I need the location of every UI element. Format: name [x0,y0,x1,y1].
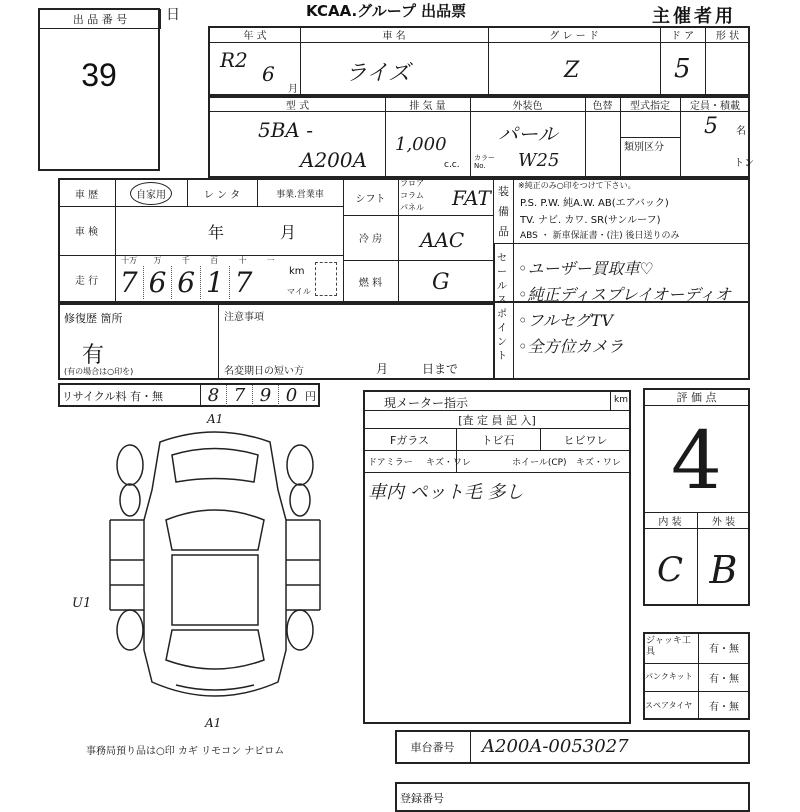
lot-number-value: 39 [81,56,117,93]
repair-note: (有の場合は○印を) [64,367,134,376]
equip-line-3: ABS ・ 新車保証書・(注) 後日送りのみ [520,231,680,241]
rental-label: レ ン タ [203,189,241,201]
shape-label: 形 状 [715,31,740,42]
mileage-digit: 6 [172,266,201,299]
color-no-value: W25 [518,150,560,171]
wheel-label: ホイール(CP) [512,458,567,468]
digit-label: 千 [181,256,190,265]
displacement-value: 1,000 [395,134,447,155]
lot-number-label: 出 品 番 号 [39,9,161,29]
shift-options [400,178,445,215]
short-month-unit: 月 [376,362,389,376]
diagram-mark-rear: A1 [205,716,222,730]
mile-box [315,262,337,296]
interior-label: 内 装 [658,517,682,528]
capacity-label: 定員・積載 [690,100,740,112]
car-outline [110,432,320,696]
equip-note: ※純正のみ○印をつけて下さい。 [518,181,636,190]
recycle-digit: 9 [253,385,279,406]
digit-label: 十万 [121,256,138,265]
form-title: KCAA.グループ 出品票 [306,2,467,20]
history-label: 車 歴 [74,189,99,201]
puncture-label: パンクキット [645,672,693,681]
color-value: パール [498,122,558,146]
year-value: R2 [220,48,248,72]
shift-option: コラム [400,191,424,200]
inspection-year-unit: 年 [208,223,225,242]
short-period-label: 名変期日の短い方 [224,366,304,377]
sales-point: ◦ユーザー買取車♡ [518,259,654,278]
type-spec-label: 型式指定 [630,100,670,112]
mileage-digit: 6 [144,266,173,299]
chassis-value: A200A-0053027 [482,736,629,757]
equip-label: 装備品 [498,185,509,238]
load-unit: トン [734,158,754,169]
crack-label: ヒビワレ [563,433,608,447]
registration-label: 登録番号 [400,792,444,805]
inspection-note: 車内 ペット毛 多し [368,482,524,503]
sales-label: セールスポイント [497,253,507,362]
shift-value: FAT [452,186,491,210]
displacement-unit: c.c. [444,160,460,170]
mileage-digits [115,262,285,302]
diagram-mark-front: A1 [207,412,224,426]
evaluation-score: 4 [671,413,722,507]
year-label: 年 式 [243,31,267,42]
private-use-label: 自家用 [130,182,172,205]
shift-option: フロア [400,179,424,188]
digit-label: 百 [210,256,219,265]
recycle-unit: 円 [305,390,316,403]
recycle-digits [200,383,304,407]
fuel-label: 燃 料 [358,278,383,289]
color-label: 外装色 [512,100,543,112]
mileage-digit: 7 [234,265,253,299]
short-day-unit: 日まで [422,362,459,376]
mirror-options: キズ・ワレ [426,458,471,468]
mileage-label: 走 行 [74,275,99,287]
model-value-2: A200A [300,148,368,172]
model-label: 型 式 [285,100,310,112]
office-note: 事務局預り品は○印 カギ リモコン ナビロム [86,746,285,757]
car-diagram [90,420,340,720]
registration-box [395,782,750,812]
name-value: ライズ [345,61,411,86]
chassis-label: 車台番号 [410,741,455,754]
wheel-options: キズ・ワレ [576,458,621,468]
color-change-label: 色替 [592,100,613,112]
sales-point: ◦純正ディスプレイオーディオ [518,285,731,304]
sales-point: ◦フルセグTV [518,311,614,330]
fuel-value: G [432,270,450,295]
private-use-option[interactable] [120,180,182,206]
meter-unit: km [614,395,628,405]
km-label: km [289,266,305,277]
recycle-digit: 7 [227,385,253,406]
day-mark: 日 [166,7,180,23]
mileage-digit: 7 [115,266,144,299]
recycle-label: リサイクル料 有・無 [62,390,163,403]
ac-label: 冷 房 [358,234,383,245]
door-value: 5 [674,54,691,84]
mile-label: マイル [287,287,311,296]
puncture-value: 有・無 [709,673,739,685]
recycle-digit: 0 [285,384,298,406]
interior-value: C [656,550,683,590]
evaluation-label: 評 価 点 [676,391,717,404]
organizer-label: 主催者用 [652,6,736,27]
spare-label: スペアタイヤ [645,701,693,710]
wheels [117,445,313,650]
chip-label: トビ石 [481,433,515,447]
equip-line-1: P.S. P.W. 純A.W. AB(エアバック) [520,198,669,209]
exterior-label: 外 装 [711,517,736,528]
jack-label: ジャッキ工具 [646,636,691,657]
name-label: 車 名 [382,31,406,42]
recycle-digit: 8 [201,385,227,406]
business-label: 事業.営業車 [276,189,324,200]
grade-label: グ レ ー ド [549,31,599,42]
spare-value: 有・無 [709,702,739,713]
jack-value: 有・無 [709,644,739,655]
mirror-label: ドアミラー [368,458,413,468]
ac-value: AAC [420,228,465,252]
equip-line-2: TV. ナビ. カワ. SR(サンルーフ) [520,215,661,226]
digit-label: 万 [153,256,162,265]
model-value-1: 5BA - [258,118,313,142]
meter-label: 現メーター指示 [384,396,469,410]
digit-label: 十 [238,256,247,265]
door-label: ド ア [670,31,695,42]
month-unit: 月 [288,84,298,95]
month-value: 6 [262,62,275,86]
mileage-digit: 1 [201,266,230,299]
sales-point: ◦全方位カメラ [518,337,624,356]
exterior-value: B [709,548,738,592]
diagram-mark-side: U1 [72,596,92,611]
shift-option: パネル [400,203,424,212]
shift-label: シフト [355,194,386,205]
inspector-label: [査 定 員 記 入] [458,413,536,427]
inspection-month-unit: 月 [280,223,297,242]
repair-label: 修復歴 箇所 [64,312,123,325]
color-no-label: カラー No. [474,154,495,170]
caution-label: 注意事項 [224,312,264,323]
grade-value: Z [564,58,580,83]
repair-value: 有 [82,343,105,368]
digit-label: 一 [266,256,275,265]
inspection-label: 車 検 [74,227,99,238]
capacity-unit: 名 [736,126,746,137]
capacity-value: 5 [704,114,718,139]
lot-number-box [38,8,160,171]
displacement-label: 排 気 量 [409,100,446,112]
front-glass-label: Fガラス [390,433,429,447]
class-label: 類別区分 [624,142,664,153]
